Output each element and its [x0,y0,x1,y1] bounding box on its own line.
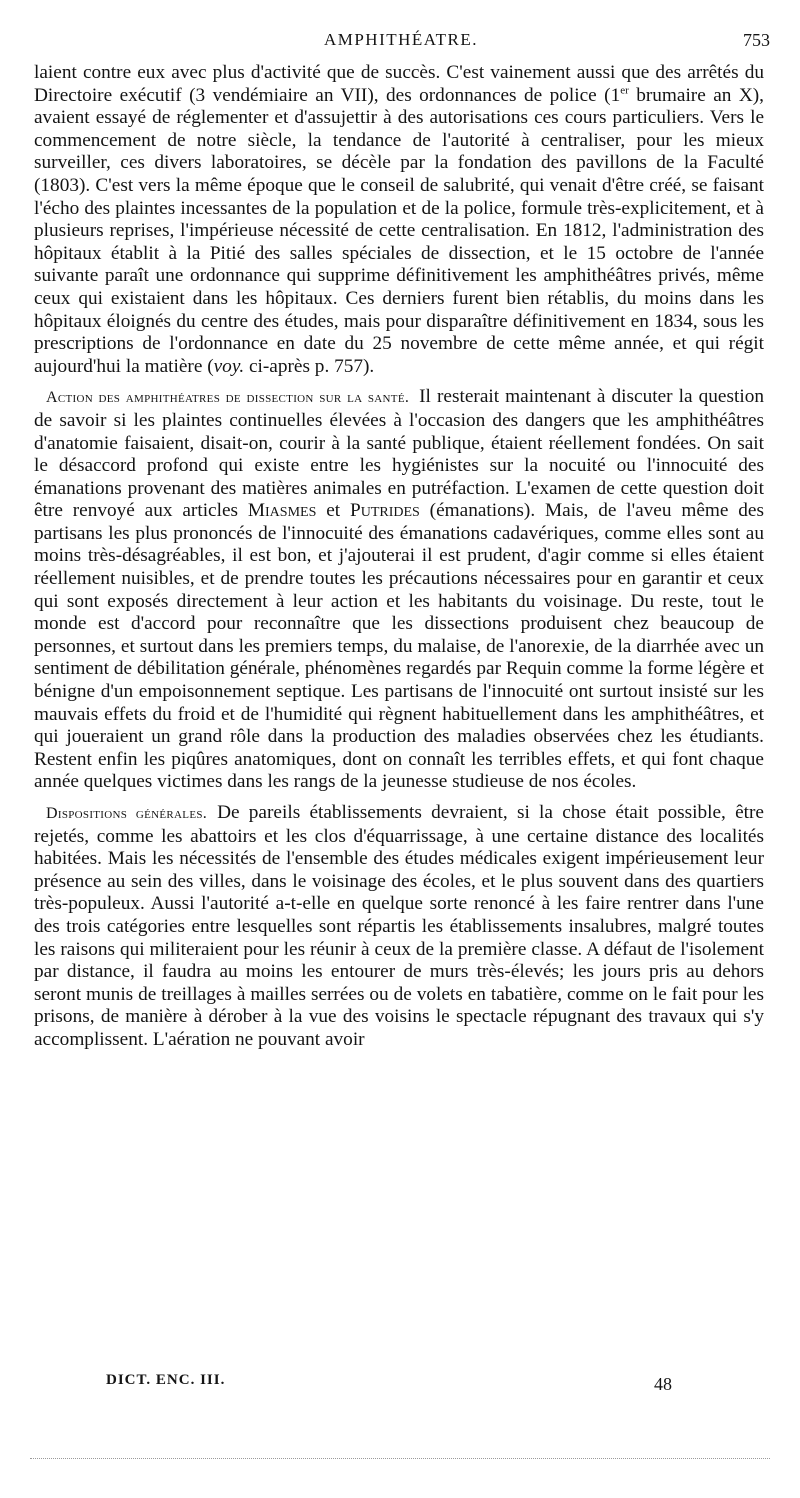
reference-abbrev: voy. [213,355,245,377]
page-footer [106,1372,672,1402]
section-heading: Action des amphithéatres de dissection sur la santé. [46,389,410,407]
paragraph-health-action [34,386,764,794]
paragraph-text: et [316,500,350,522]
paragraph-text: De pareils établissements devraient, si la chose était possible, être rejetés, comme les abattoirs et les clos d'équarrissage, à une certaine distance des localités habitées. Mais les nécessités de l'ensemble des études médicales exigent impérieusement leur présence au sein des villes, dans le voisinage des écoles, et le plus souvent dans des quartiers très-populeux. Aussi l'autorité a-t-elle en quelque sorte renoncé à les faire rentrer dans l'une des trois catégories entre lesquelles sont répartis les établissements insalubres, malgré toutes les raisons qui militeraient pour les réunir à ceux de la première classe. A défaut de l'isolement par distance, il faudra au moins les entourer de murs très-élevés; les jours pris au dehors seront munis de treillages à mailles serrées ou de volets en tabatière, comme on le fait pour les prisons, de manière à dérober à la vue des voisins le spectacle répugnant des travaux qui s'y accomplissent. L'aération ne pouvant avoir [34,802,764,1050]
paragraph-text: ci-après p. 757). [244,355,375,377]
paragraph-general-dispositions [34,802,764,1052]
section-heading: Dispositions générales. [46,805,208,822]
scan-edge-divider [30,1458,770,1459]
running-head: AMPHITHÉATRE. [323,30,479,49]
page-header [32,30,770,58]
paragraph-text: brumaire an X), avaient essayé de réglementer et d'assujettir à des autorisations ces cours particuliers. Vers le commencement de notre siècle, la tendance de l'autorité à centraliser, pour les mieux surveiller, ces divers laboratoires, se décèle par la fondation des pavillons de la Faculté (1803). C'est vers la même époque que le conseil de salubrité, qui venait d'être créé, se faisant l'écho des plaintes incessantes de la population et de la police, formule très-explicitement, et à plusieurs reprises, l'impérieuse nécessité de cette centralisation. En 1812, l'administration des hôpitaux établit à la Pitié des salles spéciales de dissection, et le 15 octobre de l'année suivante paraît une ordonnance qui supprime définitivement les amphithéâtres privés, même ceux qui existaient dans les hôpitaux. Ces derniers furent bien rétablis, du moins dans les hôpitaux éloignés du centre des études, mais pour disparaître définitivement en 1834, sous les prescriptions de l'ordonnance en date du 25 novembre de cette même année, et qui régit aujourd'hui la matière ( [34,84,764,377]
signature-mark: DICT. ENC. III. [106,1372,226,1388]
superscript: er [620,84,629,97]
paragraph-text: (émanations). Mais, de l'aveu même des partisans les plus prononcés de l'innocuité des émanations cadavériques, comme elles sont au moins très-désagréables, il est bon, et j'ajouterai il est prudent, d'agir comme si elles étaient réellement nuisibles, et de prendre toutes les précautions nécessaires pour en garantir et ceux qui sont exposés directement à leur action et les habitants du voisinage. Du reste, tout le monde est d'accord pour reconnaître que les dissections produisent chez beaucoup de personnes, et surtout dans les premiers temps, du malaise, de l'anorexie, de la diarrhée avec un sentiment de débilitation générale, phénomènes regardés par Requin comme la forme légère et bénigne d'un empoisonnement septique. Les partisans de l'innocuité ont surtout insisté sur les mauvais effets du froid et de l'humidité qui règnent habituellement dans les amphithéâtres, et qui joueraient un grand rôle dans la production des maladies observées chez les étudiants. Restent enfin les piqûres anatomiques, dont on connaît les terribles effets, et qui font chaque année quelques victimes dans les rangs de la jeunesse studieuse de nos écoles. [34,500,764,793]
paragraph-text: Il resterait maintenant à discuter la question de savoir si les plaintes continuelles élevées à l'occasion des dangers que les amphithéâtres d'anatomie faisaient, disait-on, courir à la santé publique, étaient réellement fondées. On sait le désaccord profond qui existe entre les hygiénistes sur la nocuité ou l'innocuité des émanations provenant des matières animales en putréfaction. L'examen de cette question doit être renvoyé aux articles [34,386,764,522]
body-text [34,62,764,1052]
cross-reference: Miasmes [247,500,317,522]
cross-reference: Putrides [349,500,420,522]
page-number: 753 [743,30,770,50]
paragraph-text: laient contre eux avec plus d'activité que de succès. C'est vainement aussi que des arrêtés du Directoire exécutif (3 vendémiaire an VII), des ordonnances de police (1 [34,62,764,106]
paragraph-history [34,62,764,378]
signature-number: 48 [654,1374,672,1394]
